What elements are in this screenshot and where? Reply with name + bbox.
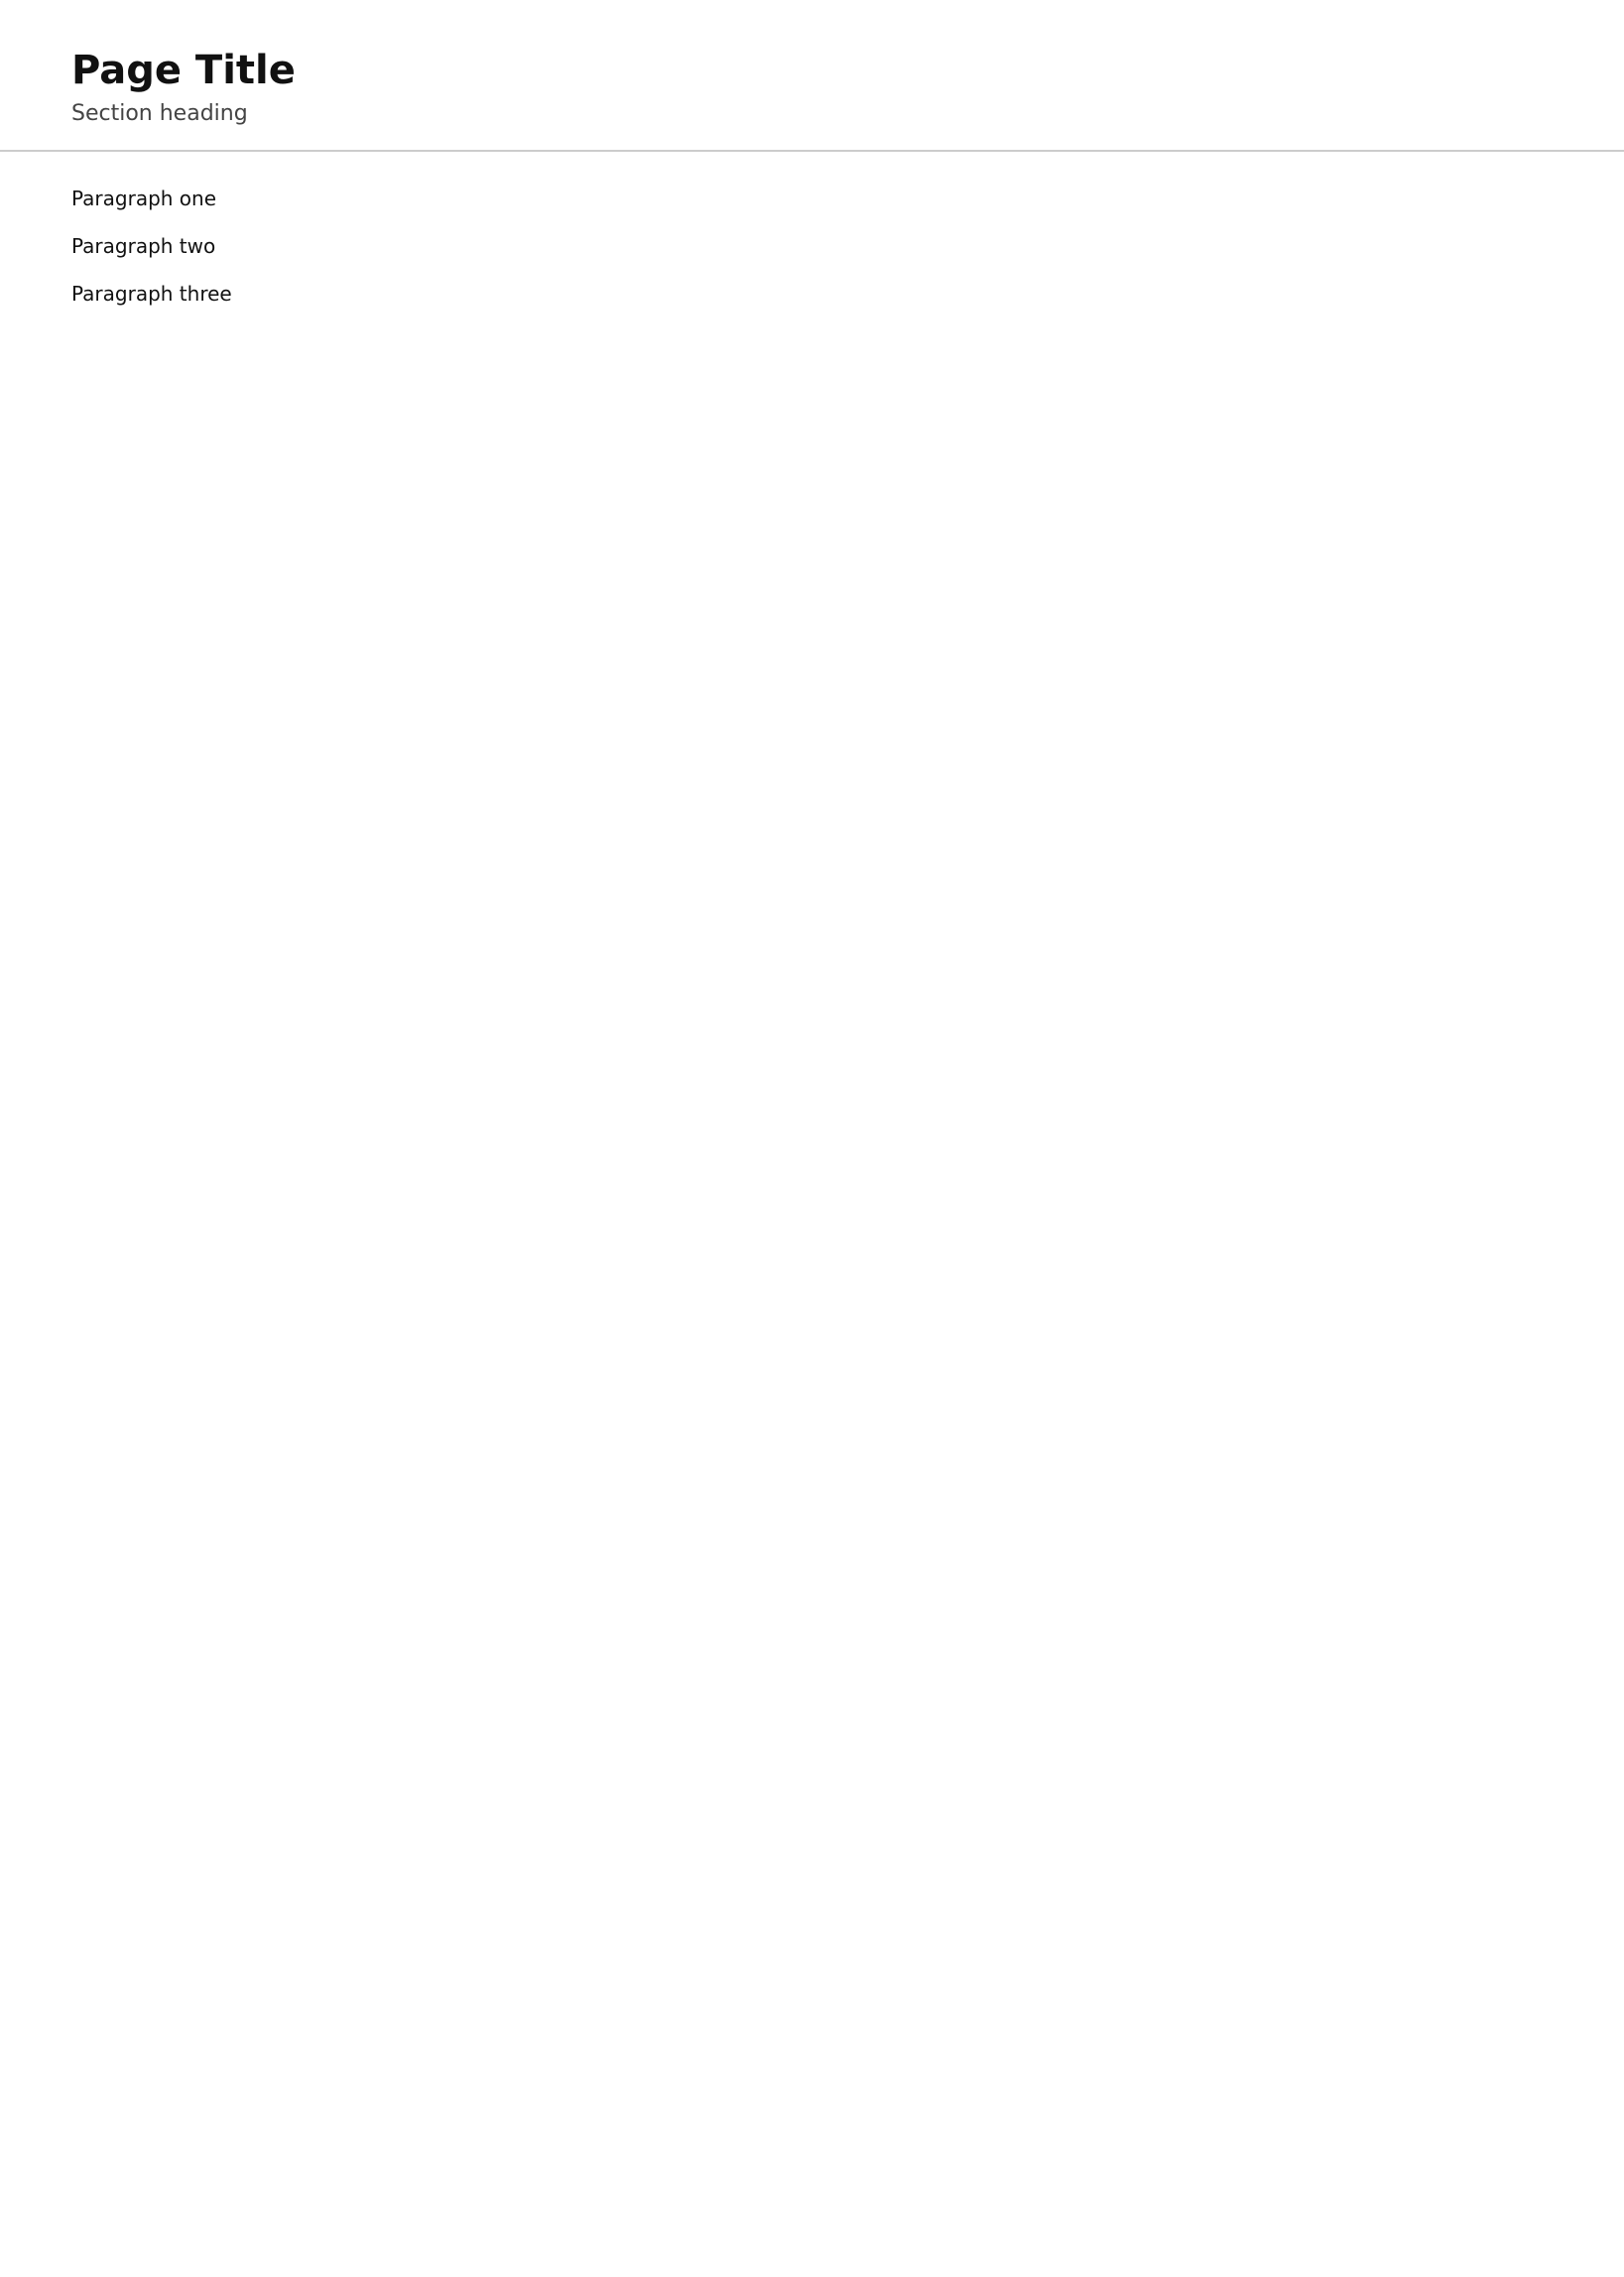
document-body — [0, 152, 1624, 358]
paragraph-3: Paragraph three — [71, 282, 232, 306]
paragraph-2: Paragraph two — [71, 234, 216, 258]
page-header — [0, 0, 1624, 152]
paragraph-1: Paragraph one — [71, 187, 217, 210]
page-subtitle: Section heading — [71, 101, 248, 126]
page-title: Page Title — [71, 48, 296, 93]
